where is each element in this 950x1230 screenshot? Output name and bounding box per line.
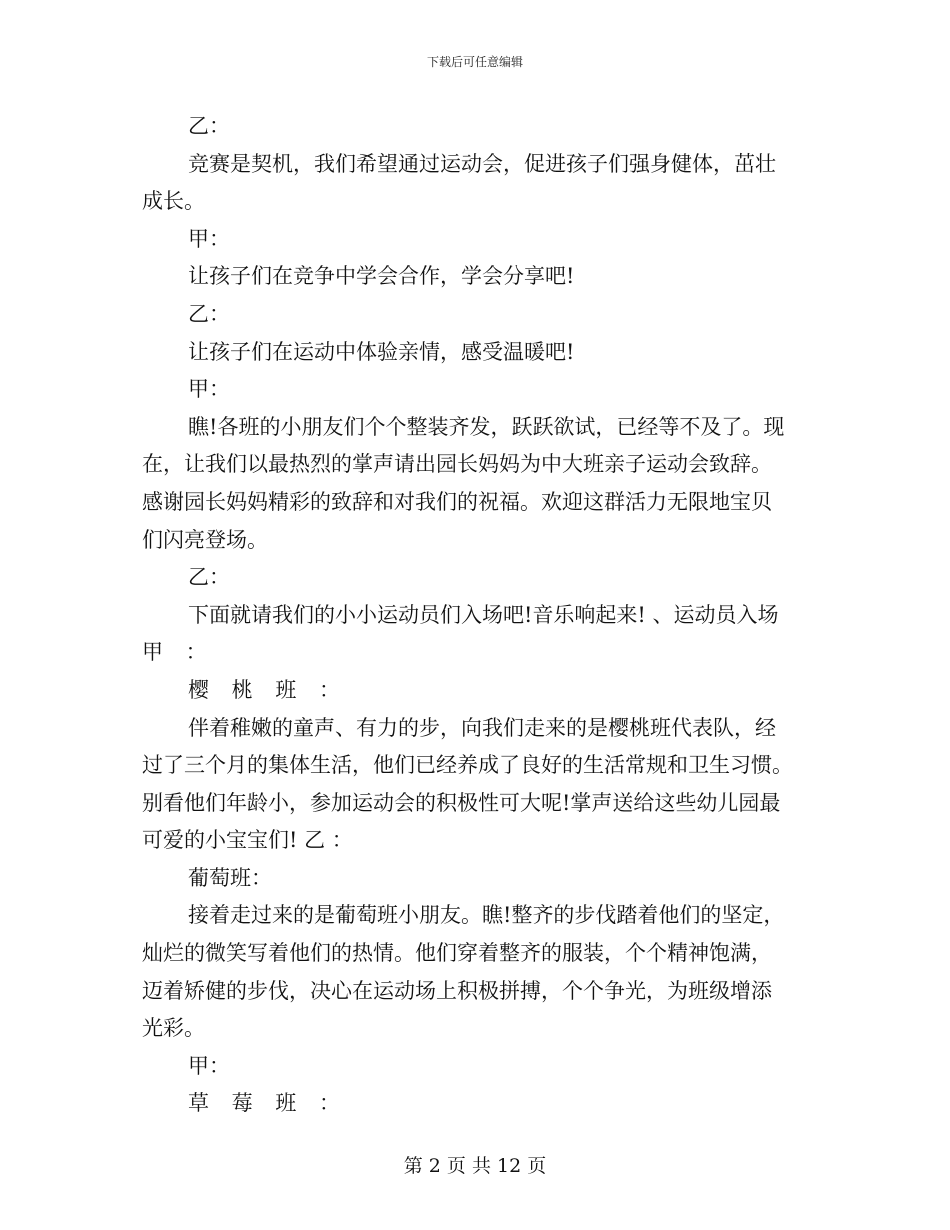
document-body xyxy=(142,108,808,1123)
text-line: 别看他们年龄小，参加运动会的积极性可大呢!掌声送给这些幼儿园最 xyxy=(142,790,781,815)
text-line: 甲： xyxy=(188,377,230,402)
text-line: 过了三个月的集体生活，他们已经养成了良好的生活常规和卫生习惯。 xyxy=(142,753,793,778)
page-footer: 第 2 页 共 12 页 xyxy=(403,1155,547,1177)
page-header: 下载后可任意编辑 xyxy=(426,55,523,69)
text-line: 成长。 xyxy=(142,189,205,214)
text-line: 可爱的小宝宝们! 乙 ： xyxy=(142,828,353,853)
text-line: 感谢园长妈妈精彩的致辞和对我们的祝福。欢迎这群活力无限地宝贝 xyxy=(142,489,772,514)
text-line: 接着走过来的是葡萄班小朋友。瞧!整齐的步伐踏着他们的坚定， xyxy=(188,903,785,928)
text-line: 让孩子们在运动中体验亲情，感受温暖吧! xyxy=(188,339,575,364)
text-line: 下面就请我们的小小运动员们入场吧!音乐响起来! 、运动员入场 xyxy=(188,602,779,627)
text-line: 甲： xyxy=(188,1053,230,1078)
text-line: 瞧!各班的小朋友们个个整装齐发，跃跃欲试，已经等不及了。现 xyxy=(188,414,785,439)
text-line: 让孩子们在竞争中学会合作，学会分享吧! xyxy=(188,264,575,289)
text-line: 葡萄班： xyxy=(188,865,272,890)
text-line: 乙： xyxy=(188,301,230,326)
text-line: 在，让我们以最热烈的掌声请出园长妈妈为中大班亲子运动会致辞。 xyxy=(142,452,772,477)
text-line: 甲： xyxy=(188,226,230,251)
text-line: 光彩。 xyxy=(142,1016,205,1041)
text-line: 乙： xyxy=(188,565,230,590)
text-line: 迈着矫健的步伐，决心在运动场上积极拼搏，个个争光，为班级增添 xyxy=(142,978,772,1003)
text-line: 们闪亮登场。 xyxy=(142,527,268,552)
text-line: 竞赛是契机，我们希望通过运动会，促进孩子们强身健体，茁壮 xyxy=(188,151,776,176)
text-line: 甲 ： xyxy=(142,640,215,665)
text-line: 伴着稚嫩的童声、有力的步，向我们走来的是樱桃班代表队，经 xyxy=(188,715,776,740)
text-line: 草 莓 班 ： xyxy=(188,1091,349,1116)
text-line: 樱 桃 班 ： xyxy=(188,677,349,702)
text-line: 乙： xyxy=(188,114,230,138)
text-line: 灿烂的微笑写着他们的热情。他们穿着整齐的服装，个个精神饱满， xyxy=(142,941,772,966)
